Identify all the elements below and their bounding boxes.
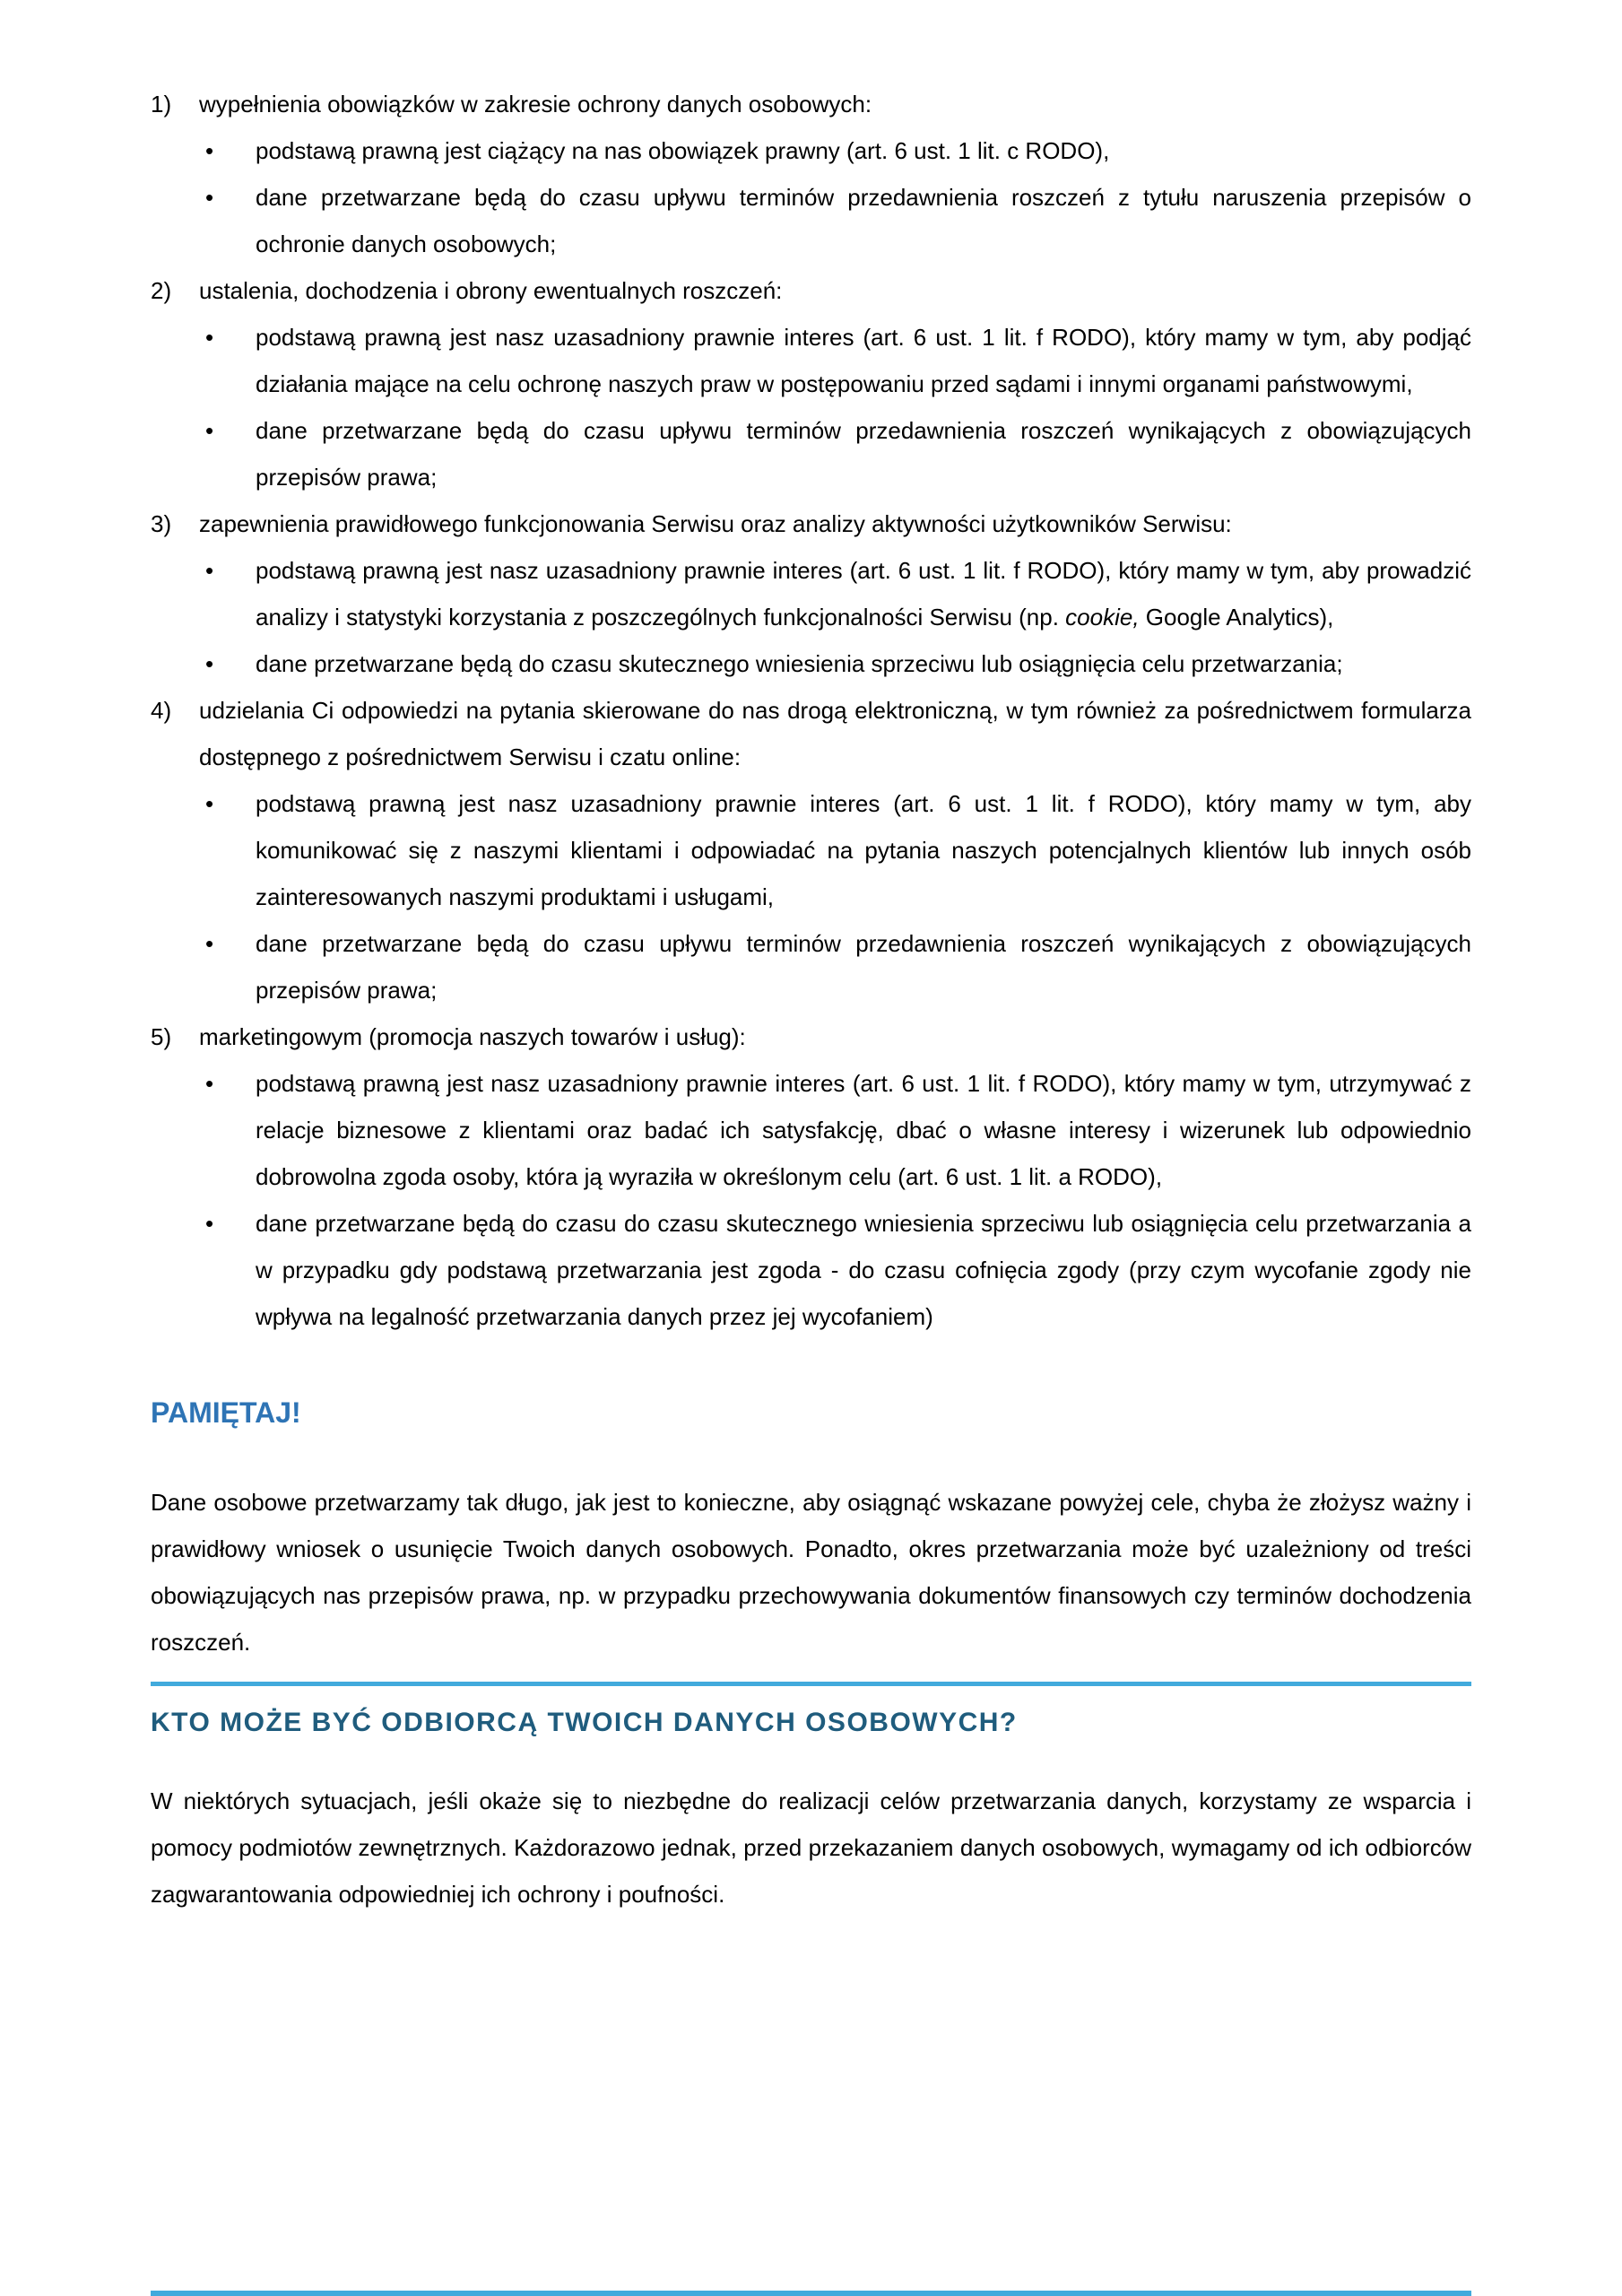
list-item <box>151 687 1471 780</box>
list-item <box>151 267 1471 314</box>
bullet-item <box>151 407 1471 500</box>
bullet-text: dane przetwarzane będą do czasu upływu terminów przedawnienia roszczeń wynikających z obowiązujących przepisów prawa; <box>256 930 1471 1004</box>
next-section-rule-cutoff <box>151 2291 1471 2296</box>
bullet-icon: • <box>205 557 214 584</box>
bullet-icon: • <box>205 184 214 211</box>
bullet-item <box>151 547 1471 640</box>
reminder-heading: PAMIĘTAJ! <box>151 1396 301 1429</box>
list-item <box>151 81 1471 127</box>
bullet-icon: • <box>205 1210 214 1237</box>
bullet-item <box>151 174 1471 267</box>
list-item-number: 2) <box>151 277 172 304</box>
list-item-text: marketingowym (promocja naszych towarów i usług): <box>199 1023 746 1050</box>
bullet-text: podstawą prawną jest nasz uzasadniony prawnie interes (art. 6 ust. 1 lit. f RODO), który mamy w tym, aby komunikować się z naszymi klientami i odpowiadać na pytania naszych potencjalnych klientów lub innych osób zainteresowanych naszymi produktami i usługami, <box>256 790 1471 910</box>
bullet-text: dane przetwarzane będą do czasu upływu terminów przedawnienia roszczeń z tytułu naruszenia przepisów o ochronie danych osobowych; <box>256 184 1471 257</box>
section-heading-rule <box>151 1682 1471 1686</box>
list-item-text: zapewnienia prawidłowego funkcjonowania Serwisu oraz analizy aktywności użytkowników Serwisu: <box>199 510 1232 537</box>
section-heading: KTO MOŻE BYĆ ODBIORCĄ TWOICH DANYCH OSOBOWYCH? <box>151 1708 1018 1737</box>
list-item-number: 1) <box>151 91 172 117</box>
list-item-number: 5) <box>151 1023 172 1050</box>
bullet-item <box>151 640 1471 687</box>
bullet-text: podstawą prawną jest nasz uzasadniony prawnie interes (art. 6 ust. 1 lit. f RODO), który mamy w tym, aby prowadzić analizy i statystyki korzystania z poszczególnych funkcjonalności Serwisu (np. cookie, Google Analytics), <box>256 557 1471 631</box>
list-item-text: ustalenia, dochodzenia i obrony ewentualnych roszczeń: <box>199 277 783 304</box>
list-item-text: wypełnienia obowiązków w zakresie ochrony danych osobowych: <box>199 91 872 117</box>
bullet-item <box>151 1200 1471 1340</box>
bullet-text: dane przetwarzane będą do czasu do czasu skutecznego wniesienia sprzeciwu lub osiągnięcia celu przetwarzania a w przypadku gdy podstawą przetwarzania jest zgoda - do czasu cofnięcia zgody (przy czym wycofanie zgody nie wpływa na legalność przetwarzania danych przez jej wycofaniem) <box>256 1210 1471 1330</box>
numbered-list <box>151 81 1471 1340</box>
list-item-number: 4) <box>151 697 172 724</box>
recipients-paragraph: W niektórych sytuacjach, jeśli okaże się to niezbędne do realizacji celów przetwarzania danych, korzystamy ze wsparcia i pomocy podmiotów zewnętrznych. Każdorazowo jednak, przed przekazaniem danych osobowych, wymagamy od ich odbiorców zagwarantowania odpowiedniej ich ochrony i poufności. <box>151 1787 1471 1908</box>
bullet-item <box>151 780 1471 920</box>
bullet-icon: • <box>205 324 214 351</box>
bullet-icon: • <box>205 930 214 957</box>
bullet-text: podstawą prawną jest nasz uzasadniony prawnie interes (art. 6 ust. 1 lit. f RODO), który mamy w tym, aby podjąć działania mające na celu ochronę naszych praw w postępowaniu przed sądami i innymi organami państwowymi, <box>256 324 1471 397</box>
bullet-text: dane przetwarzane będą do czasu upływu terminów przedawnienia roszczeń wynikających z obowiązujących przepisów prawa; <box>256 417 1471 491</box>
bullet-icon: • <box>205 1070 214 1097</box>
bullet-item <box>151 127 1471 174</box>
bullet-item <box>151 314 1471 407</box>
bullet-icon: • <box>205 137 214 164</box>
bullet-icon: • <box>205 417 214 444</box>
list-item <box>151 500 1471 547</box>
list-item-text: udzielania Ci odpowiedzi na pytania skierowane do nas drogą elektroniczną, w tym również za pośrednictwem formularza dostępnego z pośrednictwem Serwisu i czatu online: <box>199 697 1471 770</box>
bullet-text: podstawą prawną jest ciążący na nas obowiązek prawny (art. 6 ust. 1 lit. c RODO), <box>256 137 1110 164</box>
retention-paragraph: Dane osobowe przetwarzamy tak długo, jak jest to konieczne, aby osiągnąć wskazane powyżej cele, chyba że złożysz ważny i prawidłowy wniosek o usunięcie Twoich danych osobowych. Ponadto, okres przetwarzania może być uzależniony od treści obowiązujących nas przepisów prawa, np. w przypadku przechowywania dokumentów finansowych czy terminów dochodzenia roszczeń. <box>151 1489 1471 1656</box>
bullet-text: dane przetwarzane będą do czasu skutecznego wniesienia sprzeciwu lub osiągnięcia celu przetwarzania; <box>256 650 1343 677</box>
bullet-icon: • <box>205 650 214 677</box>
bullet-item <box>151 1060 1471 1200</box>
list-item-number: 3) <box>151 510 172 537</box>
bullet-item <box>151 920 1471 1013</box>
bullet-icon: • <box>205 790 214 817</box>
list-item <box>151 1013 1471 1060</box>
bullet-text: podstawą prawną jest nasz uzasadniony prawnie interes (art. 6 ust. 1 lit. f RODO), który mamy w tym, utrzymywać z relacje biznesowe z klientami oraz badać ich satysfakcję, dbać o własne interesy i wizerunek lub odpowiednio dobrowolna zgoda osoby, która ją wyraziła w określonym celu (art. 6 ust. 1 lit. a RODO), <box>256 1070 1471 1190</box>
